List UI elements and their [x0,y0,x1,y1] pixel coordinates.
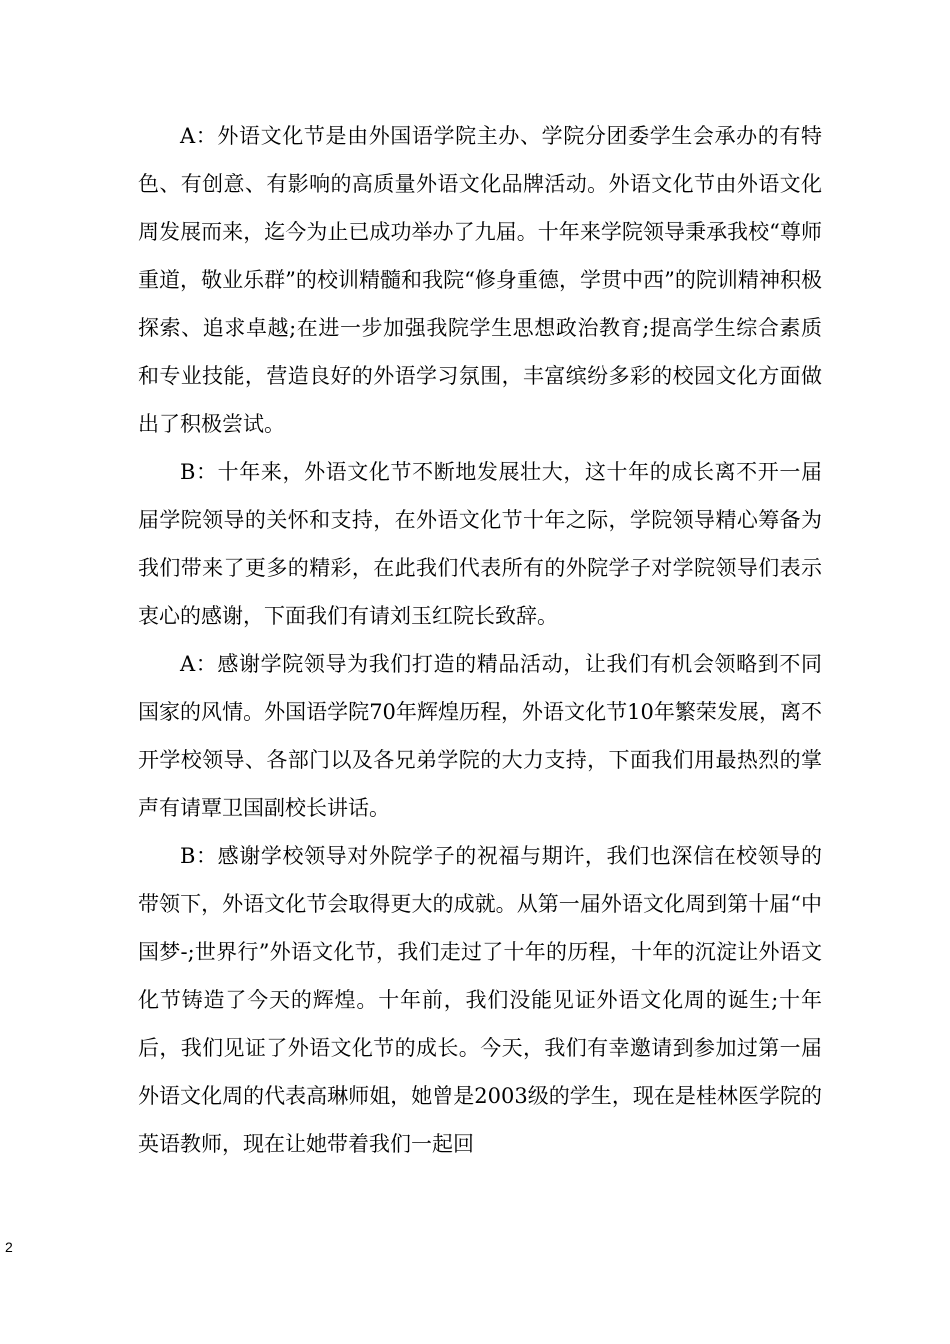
paragraph-2: B：十年来，外语文化节不断地发展壮大，这十年的成长离不开一届届学院领导的关怀和支持，在外语文化节十年之际，学院领导精心筹备为我们带来了更多的精彩，在此我们代表所有的外院学子对学院领导们表示衷心的感谢，下面我们有请刘玉红院长致辞。 [138,460,822,628]
paragraph-4: B：感谢学校领导对外院学子的祝福与期许，我们也深信在校领导的带领下，外语文化节会取得更大的成就。从第一届外语文化周到第十届“中国梦-;世界行”外语文化节，我们走过了十年的历程，十年的沉淀让外语文化节铸造了今天的辉煌。十年前，我们没能见证外语文化周的诞生;十年后，我们见证了外语文化节的成长。今天，我们有幸邀请到参加过第一届外语文化周的代表高琳师姐，她曾是2003级的学生，现在是桂林医学院的英语教师，现在让她带着我们一起回 [138,844,822,1156]
paragraph-1: A：外语文化节是由外国语学院主办、学院分团委学生会承办的有特色、有创意、有影响的高质量外语文化品牌活动。外语文化节由外语文化周发展而来，迄今为止已成功举办了九届。十年来学院领导秉承我校“尊师重道，敬业乐群”的校训精髓和我院“修身重德，学贯中西”的院训精神积极探索、追求卓越;在进一步加强我院学生思想政治教育;提高学生综合素质和专业技能，营造良好的外语学习氛围，丰富缤纷多彩的校园文化方面做出了积极尝试。 [138,124,822,436]
paragraph-3: A：感谢学院领导为我们打造的精品活动，让我们有机会领略到不同国家的风情。外国语学院70年辉煌历程，外语文化节10年繁荣发展，离不开学校领导、各部门以及各兄弟学院的大力支持，下面我们用最热烈的掌声有请覃卫国副校长讲话。 [138,652,822,820]
page-number: 2 [5,1239,13,1255]
document-body [138,112,822,1168]
